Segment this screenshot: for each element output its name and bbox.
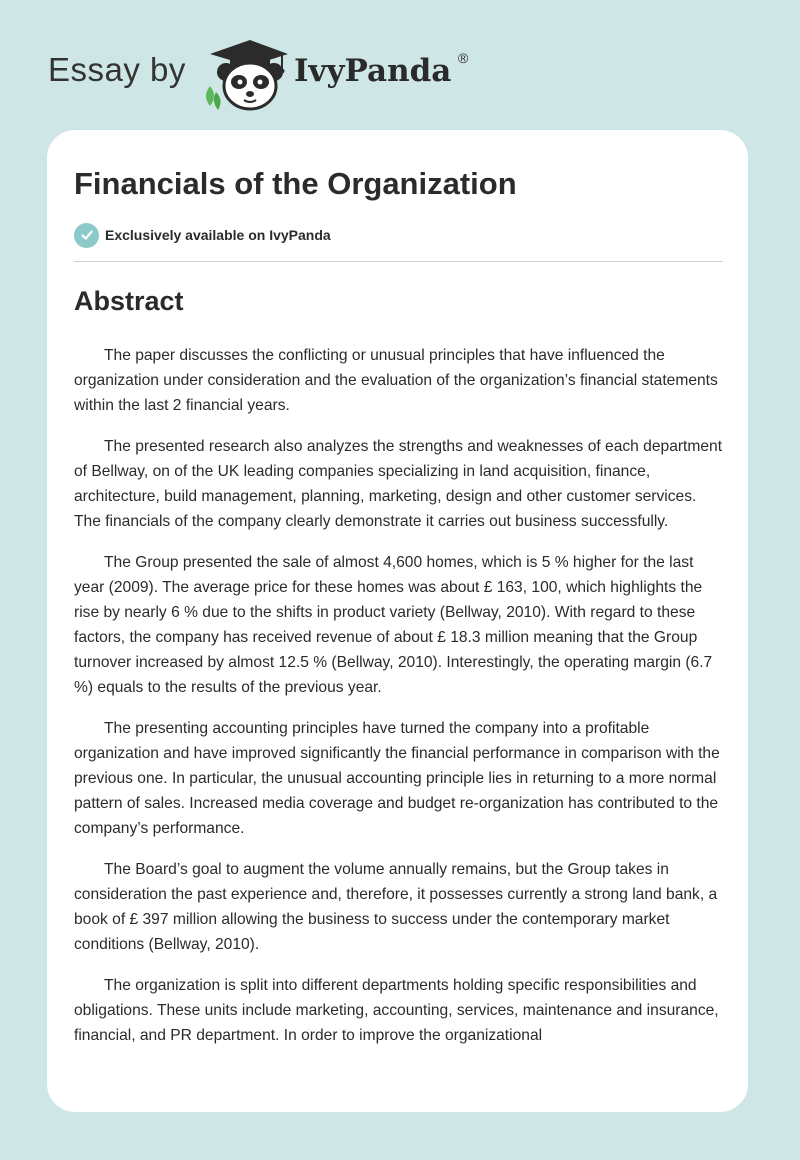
essay-by-label: Essay by (48, 51, 186, 88)
paragraph: The paper discusses the conflicting or unusual principles that have influenced the organization under consideration and the evaluation of the organization’s financial statements within the last 2 financial years. (74, 347, 718, 414)
section-title-abstract: Abstract (74, 286, 184, 316)
paragraph: The presented research also analyzes the strengths and weaknesses of each department of Bellway, on of the UK leading companies specializing in land acquisition, finance, architecture, build management, planning, marketing, design and other customer services. The financials of the company clearly demonstrate it carries out business successfully. (74, 438, 723, 530)
page-title: Financials of the Organization (74, 166, 517, 201)
essay-card (47, 130, 748, 1112)
badge-text: Exclusively available on IvyPanda (105, 227, 331, 243)
essay-body (74, 343, 724, 1064)
registered-mark: ® (458, 50, 469, 66)
site-header (48, 34, 468, 114)
check-icon (74, 223, 99, 248)
paragraph: The Board’s goal to augment the volume annually remains, but the Group takes in consideration the past experience and, therefore, it possesses currently a strong land bank, a book of £ 397 million allowing the business to success under the contemporary market conditions (Bellway, 2010). (74, 861, 718, 953)
paragraph: The organization is split into different departments holding specific responsibilities and obligations. These units include marketing, accounting, services, maintenance and insurance, financial, and PR department. In order to improve the organizational (74, 977, 719, 1044)
exclusive-badge (74, 222, 331, 248)
divider (74, 261, 723, 262)
paragraph: The Group presented the sale of almost 4,600 homes, which is 5 % higher for the last year (2009). The average price for these homes was about £ 163, 100, which highlights the rise by nearly 6 % due to the shifts in product variety (Bellway, 2010). With regard to these factors, the company has received revenue of about £ 18.3 million meaning that the Group turnover increased by almost 12.5 % (Bellway, 2010). Interestingly, the operating margin (6.7 %) equals to the results of the previous year. (74, 554, 713, 696)
paragraph: The presenting accounting principles have turned the company into a profitable organization and have improved significantly the financial performance in comparison with the previous one. In particular, the unusual accounting principle lies in returning to a more normal pattern of sales. Increased media coverage and budget re-organization has contributed to the company’s performance. (74, 720, 720, 837)
ivypanda-brand-name[interactable]: IvyPanda (294, 53, 452, 89)
panda-logo-icon[interactable] (200, 34, 288, 112)
